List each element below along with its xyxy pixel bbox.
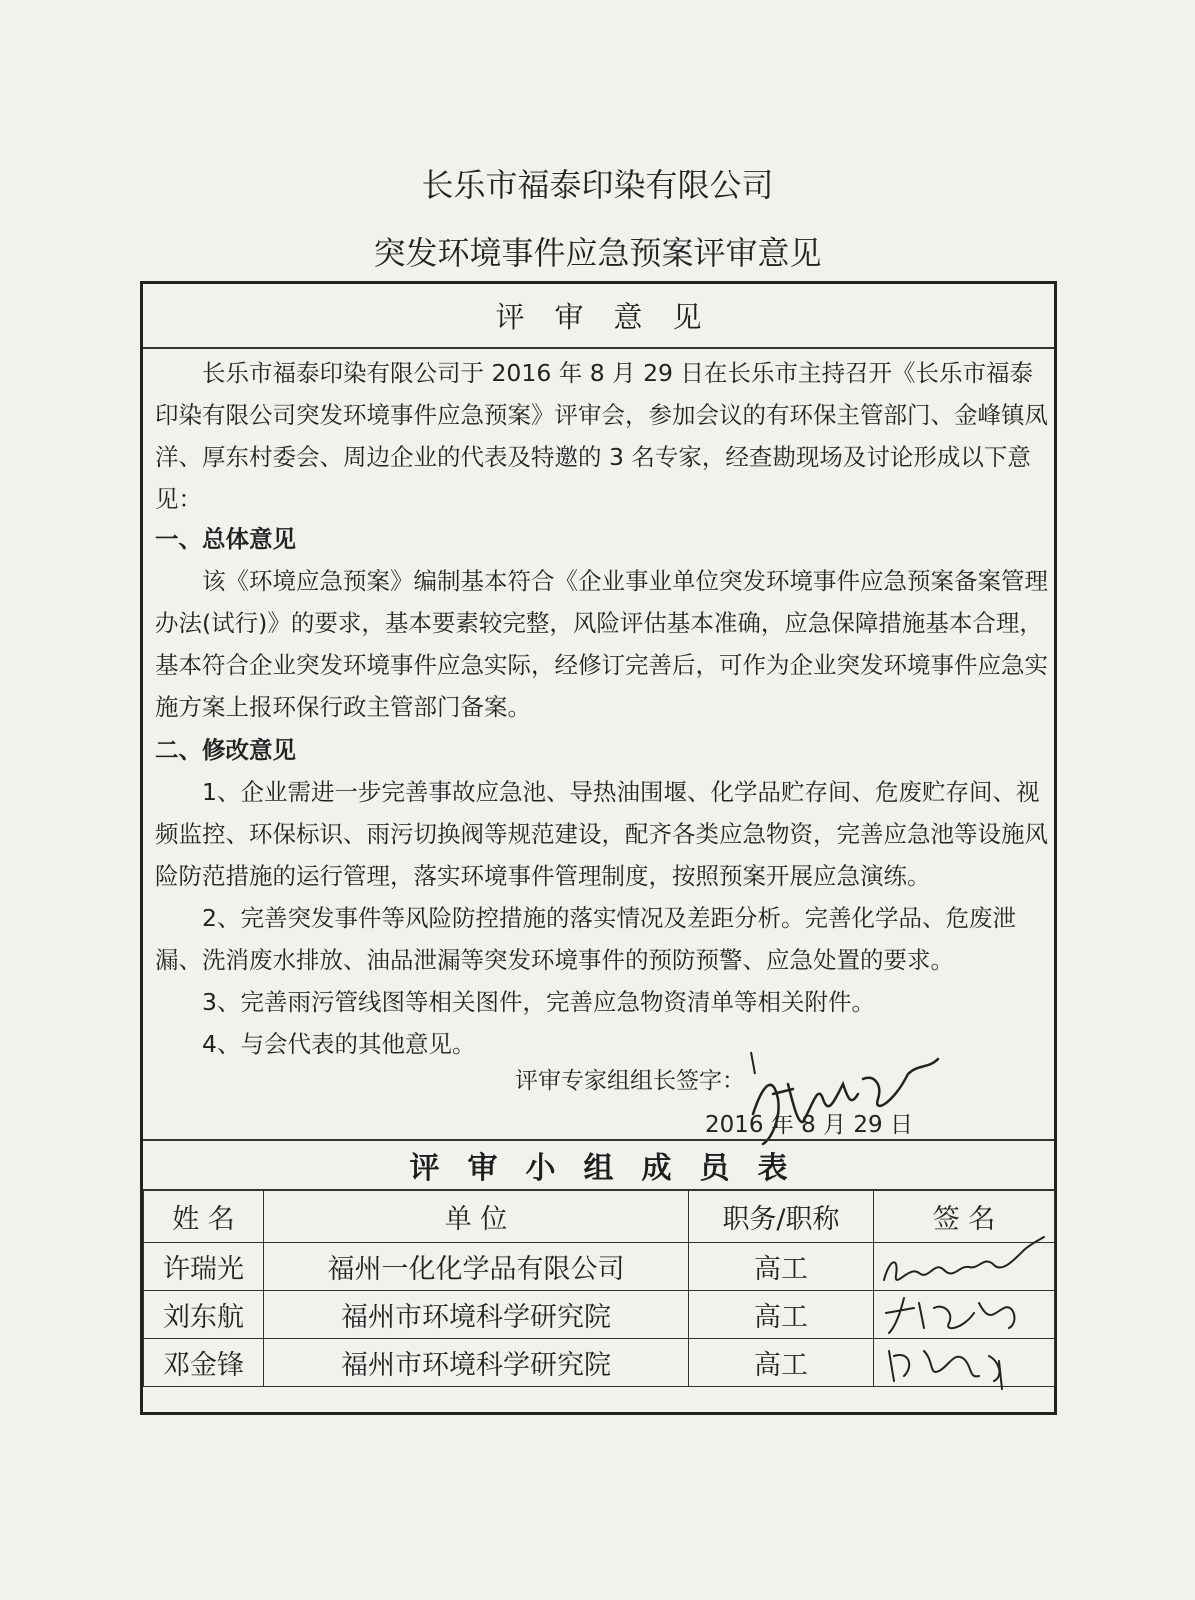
member-name: 邓金锋 (144, 1339, 264, 1387)
revision-item: 4、与会代表的其他意见。 (202, 1030, 476, 1058)
section1-text: 该《环境应急预案》编制基本符合《企业事业单位突发环境事件应急预案备案管理办法(试行)》的要求，基本要素较完整，风险评估基本准确，应急保障措施基本合理，基本符合企业突发环境事件应急实际，经修订完善后，可作为企业突发环境事件应急实施方案上报环保行政主管部门备案。 (155, 567, 1048, 721)
signature-date: 2016 年 8 月 29 日 (705, 1112, 913, 1138)
review-opinion-header (143, 284, 1054, 349)
table-row (144, 1339, 1055, 1387)
member-title: 高工 (689, 1243, 874, 1291)
member-title: 高工 (689, 1339, 874, 1387)
member-signature (874, 1339, 1055, 1387)
column-header-unit: 单 位 (264, 1190, 689, 1243)
member-unit: 福州一化化学品有限公司 (264, 1243, 689, 1291)
column-header-signature: 签 名 (874, 1190, 1055, 1243)
member-unit: 福州市环境科学研究院 (264, 1291, 689, 1339)
revision-item: 1、企业需进一步完善事故应急池、导热油围堰、化学品贮存间、危废贮存间、视频监控、环保标识、雨污切换阀等规范建设，配齐各类应急物资，完善应急池等设施风险防范措施的运行管理，落实环境事件管理制度，按照预案开展应急演练。 (155, 778, 1048, 890)
leader-signature-label: 评审专家组组长签字： (515, 1068, 745, 1094)
member-title: 高工 (689, 1291, 874, 1339)
member-unit: 福州市环境科学研究院 (264, 1339, 689, 1387)
handwritten-signature (874, 1331, 1054, 1391)
revision-item: 2、完善突发事件等风险防控措施的落实情况及差距分析。完善化学品、危废泄漏、洗消废水排放、油品泄漏等突发环境事件的预防预警、应急处置的要求。 (155, 904, 1016, 974)
column-header-name: 姓 名 (144, 1190, 264, 1243)
section1-title: 一、总体意见 (155, 525, 296, 553)
member-name: 许瑞光 (144, 1243, 264, 1291)
section1-body (155, 560, 1055, 728)
document-title-subject: 突发环境事件应急预案评审意见 (373, 234, 822, 272)
intro-paragraph (155, 352, 1055, 520)
member-name: 刘东航 (144, 1291, 264, 1339)
section1 (155, 518, 1055, 560)
revision-list (155, 771, 1055, 1065)
section2 (155, 729, 1055, 771)
review-opinion-header-text: 评审意见 (495, 300, 732, 334)
column-header-title: 职务/职称 (689, 1190, 874, 1243)
review-form (140, 281, 1057, 1415)
section2-title: 二、修改意见 (155, 736, 296, 764)
revision-item: 3、完善雨污管线图等相关图件，完善应急物资清单等相关附件。 (202, 988, 875, 1016)
members-table (143, 1189, 1055, 1387)
document-title-company: 长乐市福泰印染有限公司 (421, 166, 774, 204)
members-table-title-text: 评审小组成员表 (409, 1151, 816, 1186)
intro-text: 长乐市福泰印染有限公司于 2016 年 8 月 29 日在长乐市主持召开《长乐市福泰印染有限公司突发环境事件应急预案》评审会，参加会议的有环保主管部门、金峰镇凤洋、厚东村委会、周边企业的代表及特邀的 3 名专家，经查勘现场及讨论形成以下意见： (155, 359, 1048, 513)
members-table-title (143, 1139, 1054, 1191)
